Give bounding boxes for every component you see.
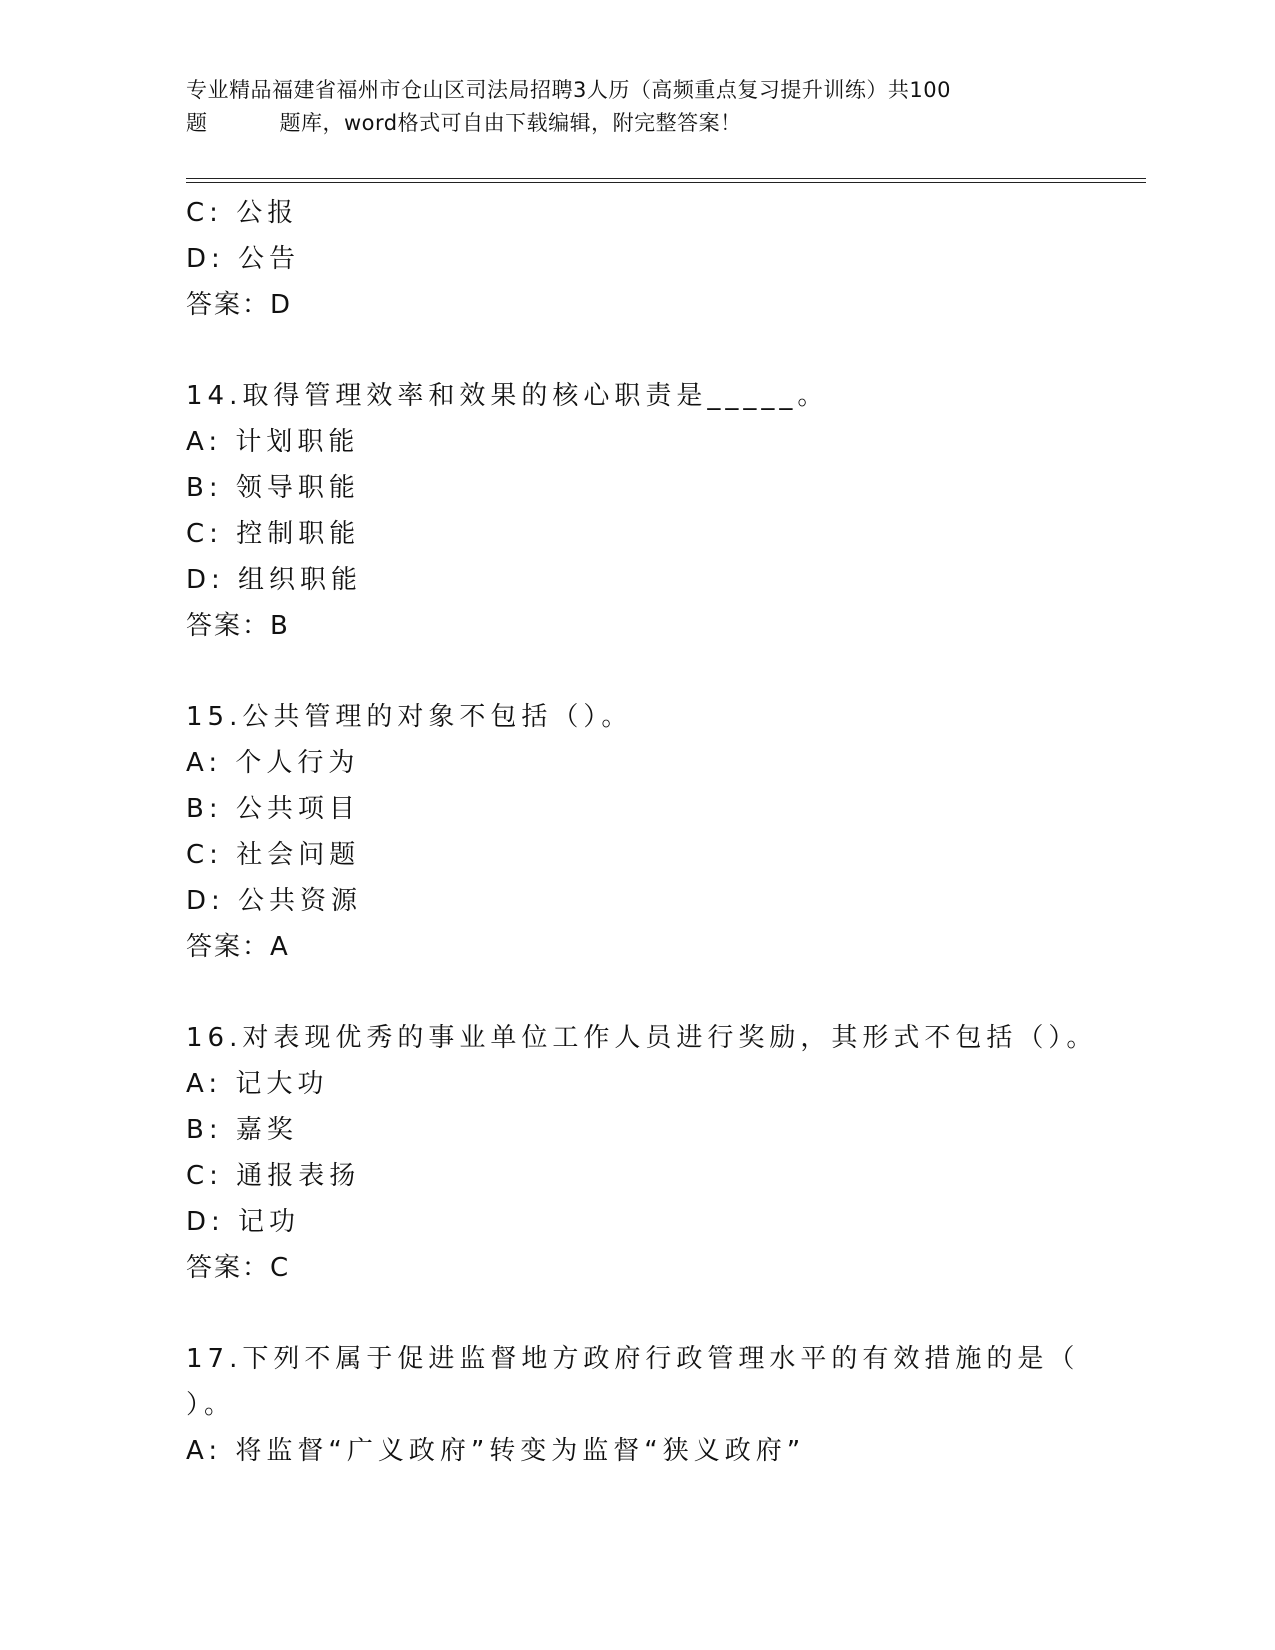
option-text: 通报表扬 <box>236 1161 361 1191</box>
option-key: C: <box>186 519 223 549</box>
option-a <box>186 419 1146 465</box>
option-key: A: <box>186 427 223 457</box>
option-key: B: <box>186 794 223 824</box>
option-d <box>186 236 1146 282</box>
option-text: 嘉奖 <box>235 1115 298 1145</box>
option-text: 将监督“广义政府”转变为监督“狭义政府” <box>235 1436 806 1466</box>
header-line-2-a: 题 <box>186 111 208 135</box>
option-key: C: <box>186 1161 223 1191</box>
option-text: 社会问题 <box>236 840 361 870</box>
question-stem: 15.公共管理的对象不包括（）。 <box>186 702 633 732</box>
question-stem: 17.下列不属于促进监督地方政府行政管理水平的有效措施的是（ <box>186 1344 1080 1374</box>
option-key: D: <box>186 244 225 274</box>
option-key: A: <box>186 1069 223 1099</box>
option-text: 记大功 <box>235 1069 329 1099</box>
option-text: 控制职能 <box>236 519 361 549</box>
option-text: 组织职能 <box>238 565 363 595</box>
answer-line: 答案：C <box>186 1253 291 1283</box>
question-stem: 16.对表现优秀的事业单位工作人员进行奖励，其形式不包括（）。 <box>186 1023 1098 1053</box>
header-line-1: 专业精品福建省福州市仓山区司法局招聘3人历（高频重点复习提升训练）共100 <box>186 78 951 102</box>
option-text: 个人行为 <box>235 748 360 778</box>
option-d <box>186 878 1146 924</box>
option-a <box>186 1061 1146 1107</box>
option-c <box>186 1153 1146 1199</box>
option-a <box>186 740 1146 786</box>
option-d <box>186 1199 1146 1245</box>
option-text: 公共项目 <box>235 794 360 824</box>
question-stem: 14.取得管理效率和效果的核心职责是_____。 <box>186 381 829 411</box>
option-key: D: <box>186 1207 225 1237</box>
option-b <box>186 786 1146 832</box>
option-key: C: <box>186 840 223 870</box>
option-c <box>186 190 1146 236</box>
header-divider-top <box>186 178 1146 179</box>
option-key: D: <box>186 886 225 916</box>
option-key: C: <box>186 198 223 228</box>
option-key: D: <box>186 565 225 595</box>
page-header <box>186 74 1146 140</box>
option-text: 记功 <box>238 1207 301 1237</box>
option-text: 公告 <box>238 244 301 274</box>
option-text: 领导职能 <box>235 473 360 503</box>
option-d <box>186 557 1146 603</box>
header-divider-bottom <box>186 182 1146 183</box>
option-key: A: <box>186 748 223 778</box>
answer-line: 答案：A <box>186 932 290 962</box>
answer-line: 答案：B <box>186 611 290 641</box>
answer-line: 答案：D <box>186 290 293 320</box>
option-key: B: <box>186 473 223 503</box>
header-line-2-b: 题库，word格式可自由下载编辑，附完整答案！ <box>279 111 742 135</box>
option-text: 计划职能 <box>235 427 360 457</box>
question-stem-continued: ）。 <box>186 1390 236 1420</box>
option-b <box>186 1107 1146 1153</box>
option-a <box>186 1428 1146 1474</box>
option-key: B: <box>186 1115 223 1145</box>
option-b <box>186 465 1146 511</box>
option-text: 公共资源 <box>238 886 363 916</box>
option-text: 公报 <box>236 198 299 228</box>
document-body <box>186 190 1146 1474</box>
option-c <box>186 511 1146 557</box>
option-key: A: <box>186 1436 223 1466</box>
option-c <box>186 832 1146 878</box>
header-line-2 <box>186 107 1146 140</box>
